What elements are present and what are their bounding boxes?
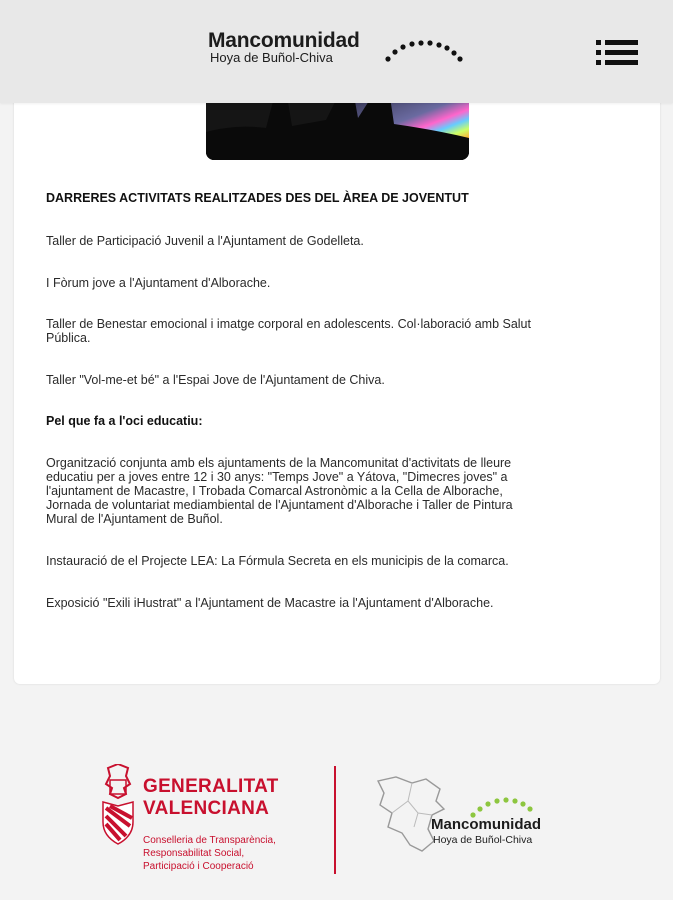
logo-subtitle: Hoya de Buñol-Chiva: [210, 50, 333, 65]
article-subheading: Pel que fa a l'oci educatiu:: [46, 414, 203, 428]
content-card: [14, 60, 660, 684]
paragraph-line: educatiu per a joves entre 12 i 30 anys: "Temps Jove" a Yátova, "Dimecres joves" a: [46, 470, 508, 484]
list-item: Taller "Vol-me-et bé" a l'Espai Jove de l'Ajuntament de Chiva.: [46, 373, 385, 387]
paragraph-line: Mural de l'Ajuntament de Buñol.: [46, 512, 223, 526]
gv-emblem-icon: [100, 764, 136, 846]
gv-title-2: VALENCIANA: [143, 798, 270, 819]
mancomunidad-logo[interactable]: [208, 30, 468, 70]
hamburger-menu-icon[interactable]: [596, 40, 638, 66]
list-item: I Fòrum jove a l'Ajuntament d'Alborache.: [46, 276, 271, 290]
paragraph-line: Jornada de voluntariat mediambiental de l'Ajuntament d'Alborache i Taller de Pintura: [46, 498, 513, 512]
list-item: Taller de Benestar emocional i imatge corporal en adolescents. Col·laboració amb Salut: [46, 317, 531, 331]
mancomunidad-footer-logo[interactable]: [374, 775, 584, 865]
article-heading: DARRERES ACTIVITATS REALITZADES DES DEL ÀREA DE JOVENTUT: [46, 191, 469, 205]
logo-dots-icon: [384, 35, 474, 67]
gv-title: GENERALITAT: [143, 776, 279, 797]
site-footer: [0, 700, 673, 900]
gv-department: [143, 834, 323, 873]
paragraph-line: Organització conjunta amb els ajuntaments de la Mancomunitat d'activitats de lleure: [46, 456, 512, 470]
list-item: Instauració de el Projecte LEA: La Fórmula Secreta en els municipis de la comarca.: [46, 554, 509, 568]
footer-logo-subtitle: Hoya de Buñol-Chiva: [433, 834, 533, 846]
list-item: Pública.: [46, 331, 91, 345]
generalitat-valenciana-logo[interactable]: [100, 764, 320, 879]
list-item: Exposició "Exili iHustrat" a l'Ajuntament de Macastre ia l'Ajuntament d'Alborache.: [46, 596, 494, 610]
footer-divider: [334, 766, 336, 874]
gv-department-line: Participació i Cooperació: [143, 861, 254, 872]
footer-logo-title: Mancomunidad: [431, 816, 542, 833]
site-header: [0, 0, 673, 103]
list-item: Taller de Participació Juvenil a l'Ajuntament de Godelleta.: [46, 234, 364, 248]
gv-department-line: Conselleria de Transparència,: [143, 835, 276, 846]
gv-department-line: Responsabilitat Social,: [143, 848, 245, 859]
logo-title: Mancomunidad: [208, 29, 360, 52]
paragraph-line: l'ajuntament de Macastre, I Trobada Comarcal Astronòmic a la Cella de Alborache,: [46, 484, 503, 498]
